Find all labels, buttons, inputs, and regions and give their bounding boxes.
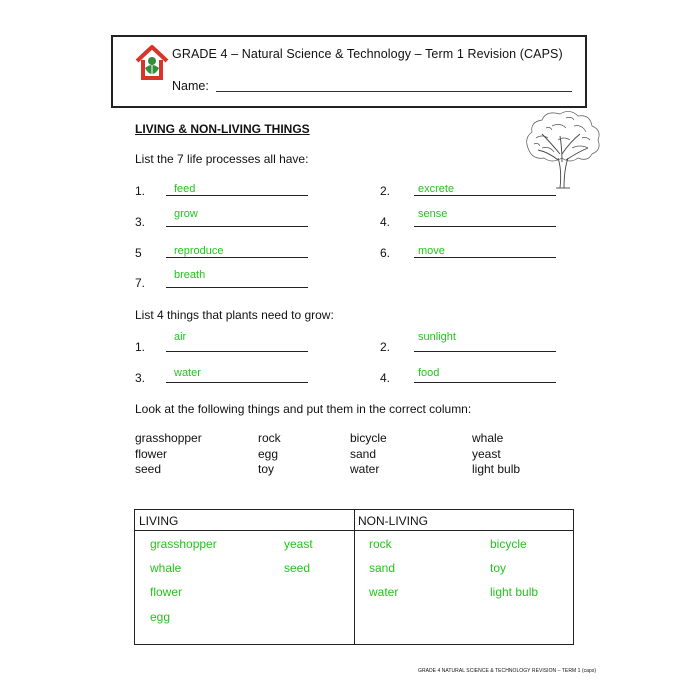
q2-item-1-answer[interactable]: air [174, 331, 187, 343]
word-list-column-3 [350, 431, 387, 478]
word-list-column-4 [472, 431, 520, 478]
name-input-line[interactable] [216, 91, 572, 92]
q1-item-1-number: 1. [135, 184, 146, 198]
section-title: LIVING & NON-LIVING THINGS [135, 122, 310, 136]
nonliving-answer[interactable]: rock [369, 537, 392, 551]
word-item: flower [135, 446, 168, 461]
answer-line [414, 382, 556, 383]
table-column-divider [354, 509, 355, 645]
nonliving-answer[interactable]: water [369, 585, 399, 599]
q2-item-3-answer[interactable]: water [174, 367, 201, 379]
question-sort-things: Look at the following things and put them in the correct column: [135, 402, 472, 416]
header-box [111, 35, 587, 108]
q1-item-3-number: 3. [135, 215, 146, 229]
answer-line [166, 351, 308, 352]
answer-line [166, 195, 308, 196]
answer-line [414, 195, 556, 196]
living-answer[interactable]: egg [150, 610, 171, 624]
word-item: bicycle [350, 431, 387, 445]
question-plant-needs: List 4 things that plants need to grow: [135, 308, 334, 322]
answer-line [166, 257, 308, 258]
name-label: Name: [172, 79, 209, 93]
q1-item-2-number: 2. [380, 184, 391, 198]
q2-item-4-number: 4. [380, 371, 391, 385]
nonliving-header: NON-LIVING [358, 514, 429, 528]
word-item: sand [350, 446, 377, 461]
answer-line [166, 287, 308, 288]
word-item: seed [135, 462, 162, 476]
living-answer[interactable]: grasshopper [150, 537, 217, 551]
word-list-column-1 [135, 431, 202, 478]
nonliving-answer[interactable]: bicycle [490, 537, 527, 551]
logo-icon [134, 43, 170, 83]
word-item: whale [472, 431, 504, 445]
living-answer[interactable]: seed [284, 561, 311, 575]
q1-item-4-number: 4. [380, 215, 391, 229]
q1-item-7-answer[interactable]: breath [174, 269, 206, 281]
worksheet-title: GRADE 4 – Natural Science & Technology – Term 1 Revision (CAPS) [172, 47, 563, 61]
q1-item-6-answer[interactable]: move [418, 245, 445, 257]
q1-item-1-answer[interactable]: feed [174, 183, 196, 195]
living-header: LIVING [139, 514, 179, 528]
q2-item-3-number: 3. [135, 371, 146, 385]
q1-item-5-number: 5 [135, 246, 142, 260]
q1-item-6-number: 6. [380, 246, 391, 260]
page-footer: GRADE 4 NATURAL SCIENCE & TECHNOLOGY REVISION – TERM 1 (caps) [418, 668, 597, 674]
word-item: water [350, 462, 380, 476]
tree-icon [522, 108, 602, 190]
nonliving-answer[interactable]: light bulb [490, 585, 539, 599]
answer-line [166, 382, 308, 383]
q1-item-5-answer[interactable]: reproduce [174, 245, 224, 257]
q1-item-2-answer[interactable]: excrete [418, 183, 455, 195]
answer-line [166, 226, 308, 227]
q2-item-2-number: 2. [380, 340, 391, 354]
word-item: rock [258, 431, 281, 445]
answer-line [414, 257, 556, 258]
word-item: grasshopper [135, 431, 202, 445]
q2-item-2-answer[interactable]: sunlight [418, 331, 456, 343]
question-life-processes: List the 7 life processes all have: [135, 152, 309, 166]
living-answer[interactable]: flower [150, 585, 183, 599]
living-answer[interactable]: whale [150, 561, 182, 575]
answer-line [414, 226, 556, 227]
word-item: egg [258, 446, 279, 461]
nonliving-answer[interactable]: toy [490, 561, 507, 575]
living-answer[interactable]: yeast [284, 537, 313, 551]
answer-line [414, 351, 556, 352]
word-list-column-2 [258, 431, 281, 478]
q2-item-4-answer[interactable]: food [418, 367, 440, 379]
q1-item-4-answer[interactable]: sense [418, 208, 448, 220]
nonliving-answer[interactable]: sand [369, 561, 396, 575]
word-item: toy [258, 462, 275, 476]
word-item: light bulb [472, 462, 521, 476]
q1-item-7-number: 7. [135, 276, 146, 290]
q1-item-3-answer[interactable]: grow [174, 208, 198, 220]
word-item: yeast [472, 446, 501, 461]
q2-item-1-number: 1. [135, 340, 146, 354]
